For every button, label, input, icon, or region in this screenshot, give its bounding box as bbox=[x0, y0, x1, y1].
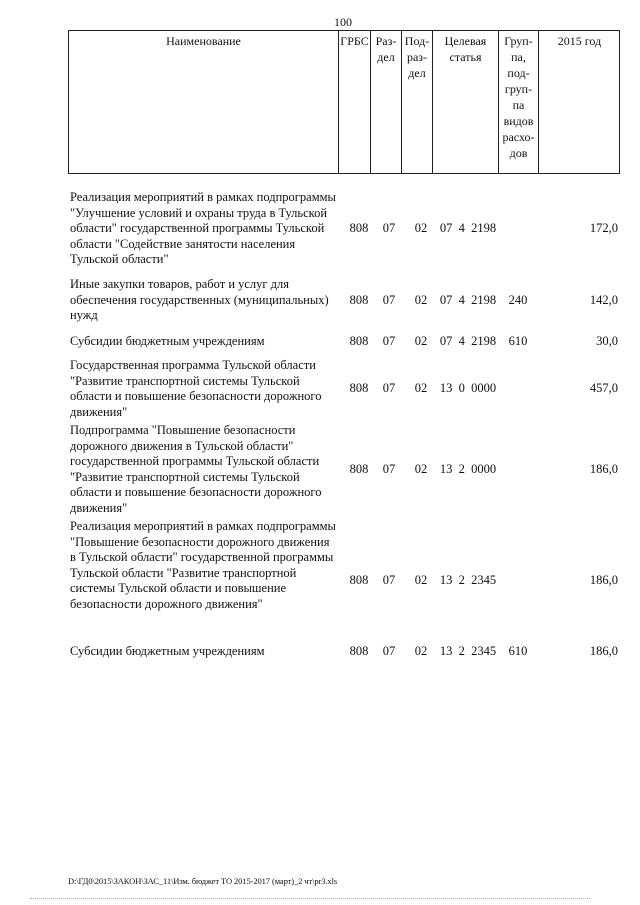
header-year: 2015 год bbox=[557, 34, 602, 48]
row-razdel: 07 bbox=[382, 381, 396, 395]
row-podrazdel: 02 bbox=[414, 293, 428, 307]
header-name: Наименование bbox=[69, 31, 339, 173]
row-podrazdel: 02 bbox=[414, 573, 428, 587]
row-grbs: 808 bbox=[349, 334, 369, 348]
row-podrazdel: 02 bbox=[414, 644, 428, 658]
row-podrazdel: 02 bbox=[414, 462, 428, 476]
row-razdel: 07 bbox=[382, 293, 396, 307]
row-sum: 457,0 bbox=[589, 381, 618, 395]
row-razdel: 07 bbox=[382, 221, 396, 235]
row-podrazdel: 02 bbox=[414, 221, 428, 235]
row-name: Государственная программа Тульской области "Развитие транспортной системы Тульской области и повышение безопасности дорожного движения" bbox=[70, 358, 322, 419]
row-grbs: 808 bbox=[349, 462, 369, 476]
row-celevaya: 07 4 2198 bbox=[439, 293, 497, 307]
row-razdel: 07 bbox=[382, 334, 396, 348]
row-name: Иные закупки товаров, работ и услуг для обеспечения государственных (муниципальных) нужд bbox=[70, 277, 329, 322]
budget-table bbox=[68, 30, 620, 658]
row-celevaya: 13 0 0000 bbox=[439, 381, 497, 395]
row-celevaya: 13 2 2345 bbox=[439, 644, 497, 658]
page-number: 100 bbox=[334, 15, 352, 29]
header-celevaya: Целевая статья bbox=[433, 31, 499, 173]
row-celevaya: 13 2 2345 bbox=[439, 573, 497, 587]
row-grbs: 808 bbox=[349, 644, 369, 658]
row-podrazdel: 02 bbox=[414, 334, 428, 348]
header-gruppa: Груп- па, под- груп- па видов расхо- дов bbox=[499, 31, 539, 173]
row-grbs: 808 bbox=[349, 381, 369, 395]
row-podrazdel: 02 bbox=[414, 381, 428, 395]
row-grbs: 808 bbox=[349, 573, 369, 587]
row-razdel: 07 bbox=[382, 573, 396, 587]
table-header bbox=[68, 30, 620, 174]
row-name: Подпрограмма "Повышение безопасности дорожного движения в Тульской области" государственной программы Тульской области "Развитие транспортной системы Тульской области и повышение безопасности дорожного движения" bbox=[70, 423, 322, 515]
file-path-footer: D:\ГД0\2015\ЗАКОН\ЗАС_11\Изм. бюджет ТО 2015-2017 (март)_2 чт\pr3.xls bbox=[68, 876, 338, 886]
row-name: Субсидии бюджетным учреждениям bbox=[70, 644, 265, 658]
header-razdel: Раз- дел bbox=[371, 31, 402, 173]
row-name: Субсидии бюджетным учреждениям bbox=[70, 334, 265, 348]
row-gruppa: 240 bbox=[508, 293, 528, 307]
row-sum: 172,0 bbox=[589, 221, 618, 235]
row-celevaya: 13 2 0000 bbox=[439, 462, 497, 476]
row-razdel: 07 bbox=[382, 644, 396, 658]
row-grbs: 808 bbox=[349, 221, 369, 235]
row-celevaya: 07 4 2198 bbox=[439, 221, 497, 235]
row-gruppa: 610 bbox=[508, 644, 528, 658]
header-podrazdel: Под- раз- дел bbox=[402, 31, 433, 173]
row-grbs: 808 bbox=[349, 293, 369, 307]
row-sum: 186,0 bbox=[589, 573, 618, 587]
header-grbs: ГРБС bbox=[339, 31, 371, 173]
row-name: Реализация мероприятий в рамках подпрограммы "Повышение безопасности дорожного движения в Тульской области" государственной программы Тульской области "Развитие транспортной системы Тульской области и повышение безопасности дорожного движения" bbox=[70, 519, 336, 611]
row-gruppa: 610 bbox=[508, 334, 528, 348]
row-sum: 30,0 bbox=[596, 334, 618, 348]
row-sum: 142,0 bbox=[589, 293, 618, 307]
row-name: Реализация мероприятий в рамках подпрограммы "Улучшение условий и охраны труда в Тульской области" государственной программы Тульской области "Содействие занятости населения Тульской области" bbox=[70, 190, 336, 266]
row-sum: 186,0 bbox=[589, 462, 618, 476]
row-sum: 186,0 bbox=[589, 644, 618, 658]
row-celevaya: 07 4 2198 bbox=[439, 334, 497, 348]
divider bbox=[30, 898, 590, 899]
row-razdel: 07 bbox=[382, 462, 396, 476]
